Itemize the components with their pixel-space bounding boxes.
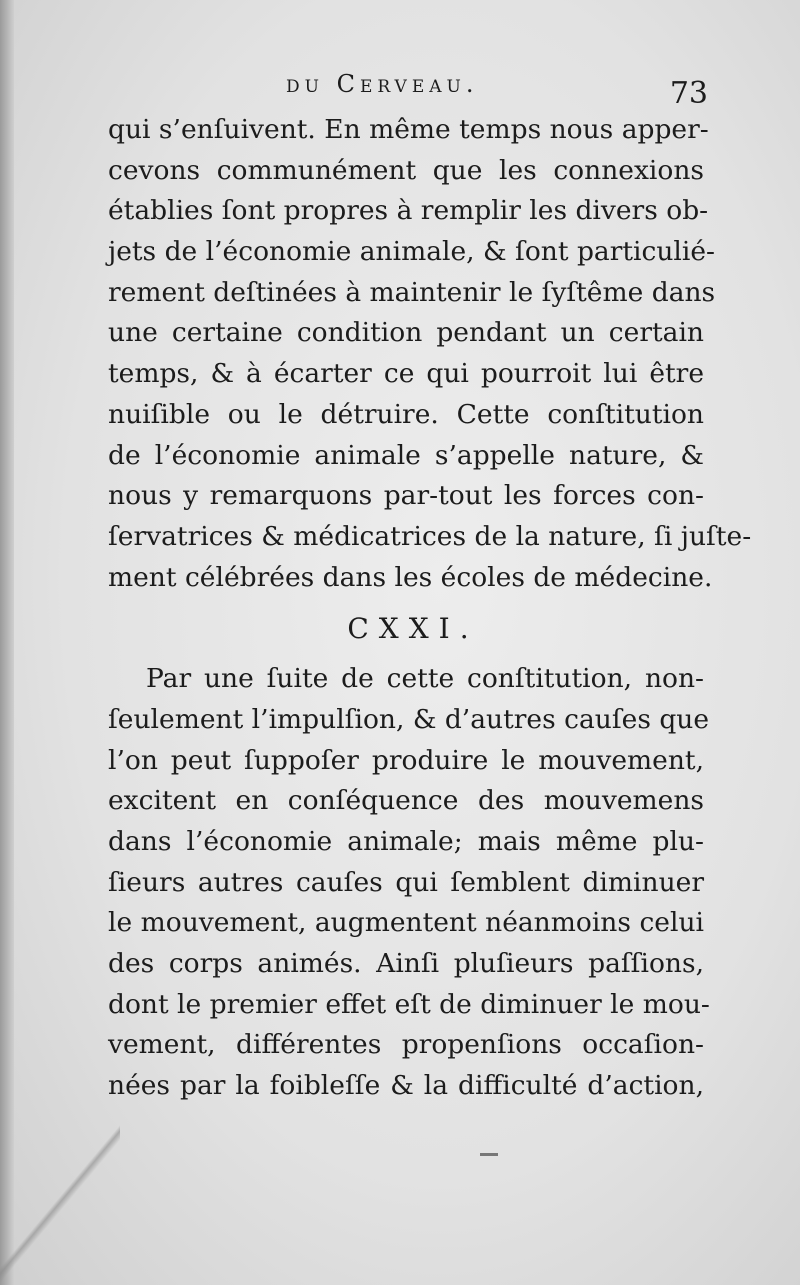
text-line: nuiſible ou le détruire. Cette conſtitution: [108, 398, 704, 430]
text-line: cevons communément que les connexions: [108, 154, 704, 186]
text-line: temps, & à écarter ce qui pourroit lui être: [108, 358, 704, 390]
paragraph-2: [108, 659, 710, 1107]
text-line: dont le premier effet eſt de diminuer le mou-: [108, 988, 710, 1020]
text-line: ſervatrices & médicatrices de la nature, ſi juſte-: [108, 520, 752, 552]
text-line: dans l’économie animale; mais même plu-: [108, 826, 704, 857]
page-fold-mark: [0, 1120, 120, 1285]
text-line: nées par la foibleſſe & la difficulté d’action,: [108, 1070, 704, 1102]
text-line: établies ſont propres à remplir les divers ob-: [108, 195, 709, 227]
page-header: [108, 68, 708, 111]
text-line: ment célébrées dans les écoles de médecine.: [108, 561, 713, 593]
running-title: du Cerveau.: [286, 70, 479, 98]
text-line: nous y remarquons par-tout les forces con-: [108, 480, 704, 512]
footer-ink-mark: [480, 1153, 498, 1156]
text-line: une certaine condition pendant un certain: [108, 317, 704, 349]
text-line: l’on peut ſuppoſer produire le mouvement,: [108, 744, 704, 776]
page-gutter-shadow: [0, 0, 14, 1285]
text-line: jets de l’économie animale, & ſont particulié-: [108, 236, 715, 268]
text-line: ſeulement l’impulſion, & d’autres cauſes que: [108, 703, 710, 735]
section-heading: CXXI.: [347, 612, 479, 646]
text-line: excitent en conſéquence des mouvemens: [108, 785, 704, 817]
text-line: vement, différentes propenſions occaſion-: [108, 1029, 704, 1061]
text-line: ſieurs autres cauſes qui ſemblent diminuer: [108, 866, 704, 898]
text-line: des corps animés. Ainſi pluſieurs paſſions,: [108, 948, 704, 980]
text-line: Par une ſuite de cette conſtitution, non-: [146, 663, 704, 695]
text-line: le mouvement, augmentent néanmoins celui: [108, 907, 704, 939]
page-number: 73: [669, 76, 708, 111]
body-text: [108, 110, 752, 1107]
paragraph-1: [108, 110, 752, 598]
text-line: rement deſtinées à maintenir le ſyſtême dans: [108, 276, 716, 308]
text-line: de l’économie animale s’appelle nature, &: [108, 439, 704, 471]
text-line: qui s’enſuivent. En même temps nous apper-: [108, 114, 709, 145]
